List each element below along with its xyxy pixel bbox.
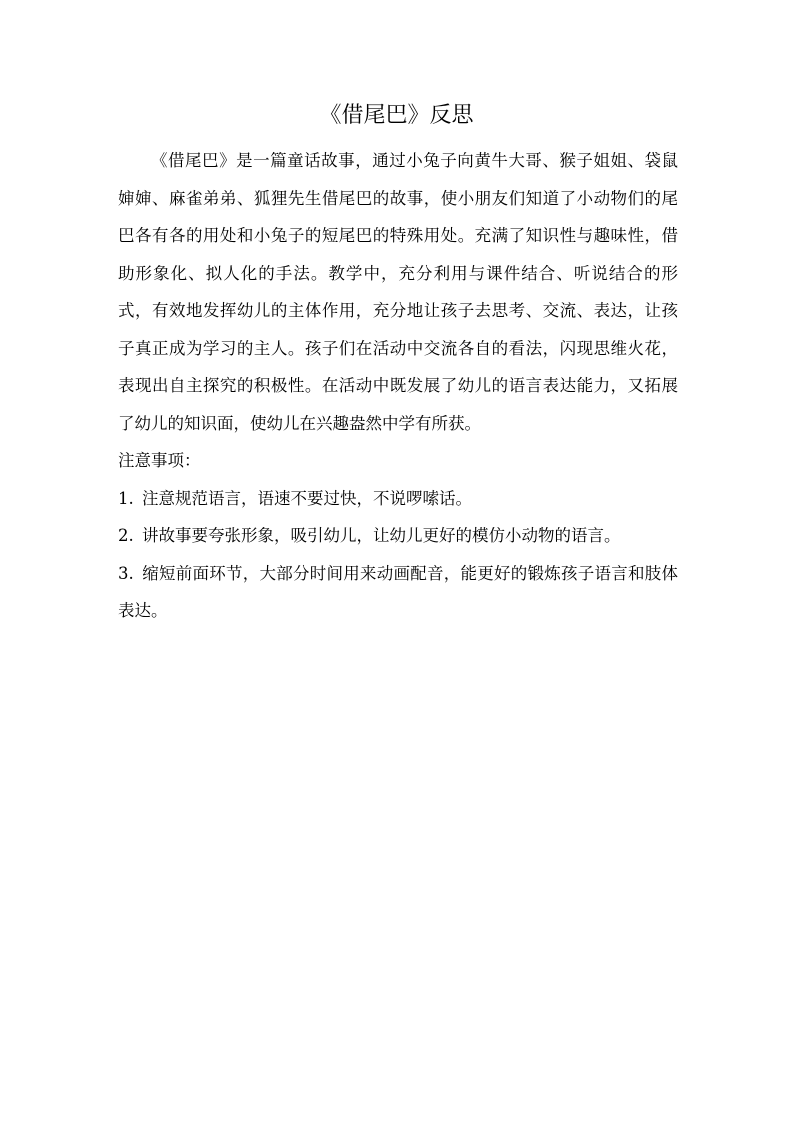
note-text: 讲故事要夸张形象，吸引幼儿，让幼儿更好的模仿小动物的语言。 xyxy=(142,526,621,545)
notes-heading: 注意事项： xyxy=(118,451,201,470)
document-title: 《借尾巴》反思 xyxy=(319,103,474,128)
note-number: 2. xyxy=(118,526,134,545)
note-text: 缩短前面环节，大部分时间用来动画配音，能更好的锻炼孩子语言和肢体表达。 xyxy=(118,563,678,620)
body-paragraph: 《借尾巴》是一篇童话故事，通过小兔子向黄牛大哥、猴子姐姐、袋鼠婶婶、麻雀弟弟、狐狸先生借尾巴的故事，使小朋友们知道了小动物们的尾巴各有各的用处和小兔子的短尾巴的特殊用处。充满了知识性与趣味性，借助形象化、拟人化的手法。教学中，充分利用与课件结合、听说结合的形式，有效地发挥幼儿的主体作用，充分地让孩子去思考、交流、表达，让孩子真正成为学习的主人。孩子们在活动中交流各自的看法，闪现思维火花，表现出自主探究的积极性。在活动中既发展了幼儿的语言表达能力，又拓展了幼儿的知识面，使幼儿在兴趣盎然中学有所获。 xyxy=(118,151,678,433)
note-number: 1. xyxy=(118,488,134,508)
note-text: 注意规范语言，语速不要过快，不说啰嗦话。 xyxy=(142,488,472,508)
note-item-3 xyxy=(118,555,678,630)
note-number: 3. xyxy=(118,563,134,583)
notes-list xyxy=(118,480,678,630)
note-item-1 xyxy=(118,480,678,518)
document-body xyxy=(118,142,678,630)
note-item-2 xyxy=(118,517,678,555)
